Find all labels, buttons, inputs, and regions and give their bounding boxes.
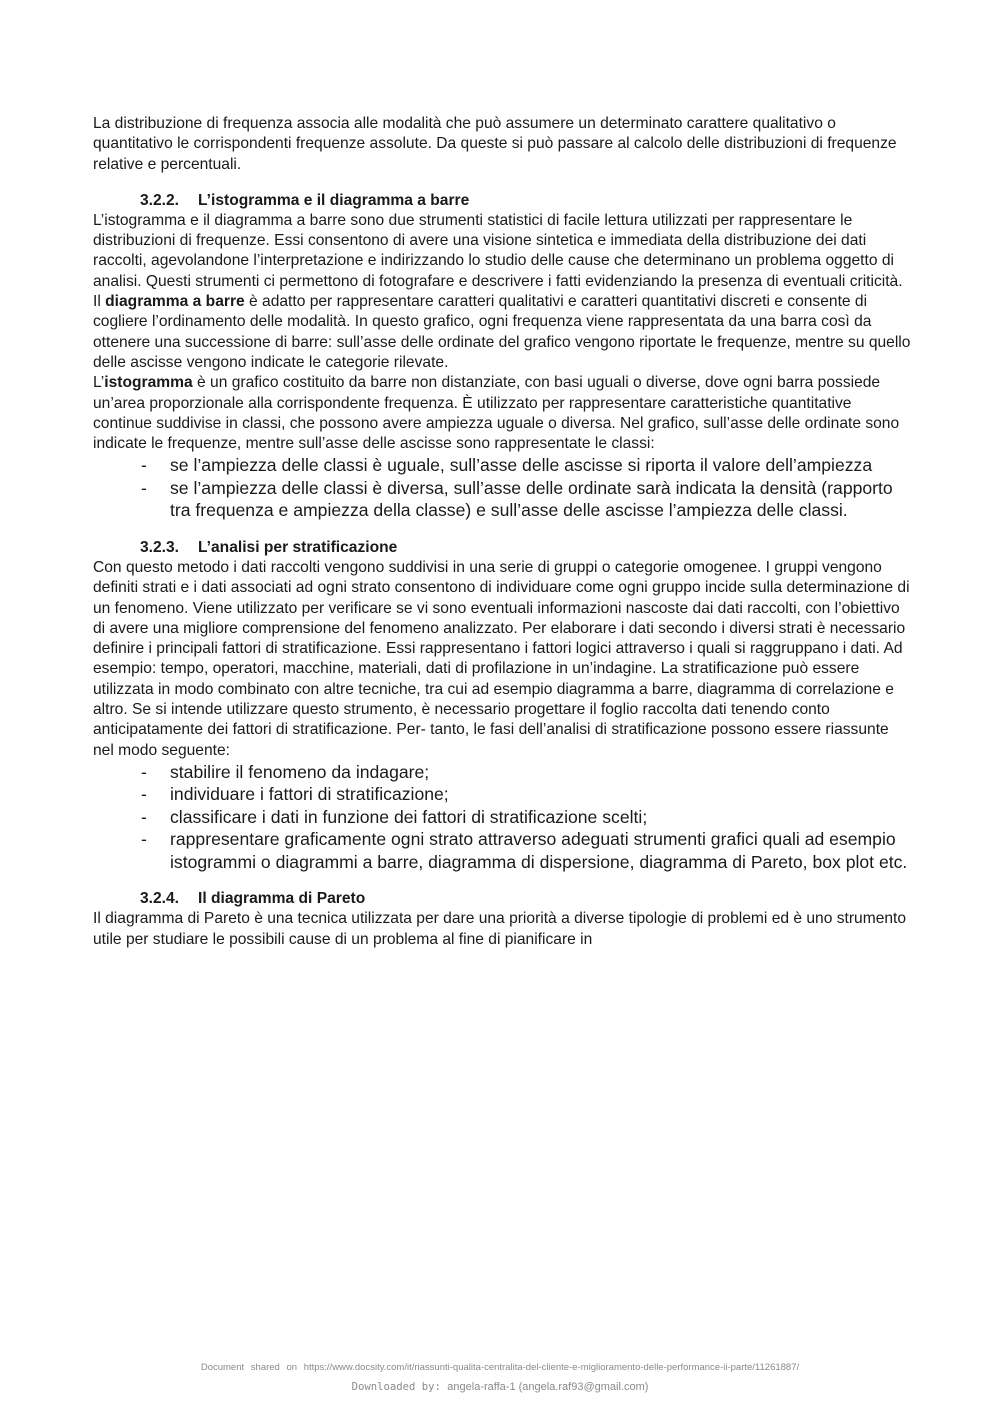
histogram-bullet-list — [93, 454, 913, 522]
list-item: - rappresentare graficamente ogni strato attraverso adeguati strumenti grafici quali ad esempio istogrammi o diagrammi a barre, diagramma di dispersione, diagramma di Pareto, box plot etc. — [141, 828, 913, 873]
section-heading-3-2-2 — [93, 191, 913, 211]
footer-source-link[interactable]: https://www.docsity.com/it/riassunti-qualita-centralita-del-cliente-e-miglioramento-delle-performance-ii-parte/11261887/ — [303, 1362, 800, 1373]
bold-term-diagramma-a-barre: diagramma a barre — [105, 293, 245, 311]
document-body — [93, 114, 913, 950]
footer-downloaded-line — [0, 1381, 1000, 1393]
footer-downloaded-user: angela-raffa-1 (angela.raf93@gmail.com) — [447, 1381, 649, 1393]
section-number: 3.2.3. — [140, 538, 180, 556]
bar-chart-paragraph — [93, 292, 913, 373]
pareto-paragraph: Il diagramma di Pareto è una tecnica utilizzata per dare una priorità a diverse tipologie di problemi ed è uno strumento utile per studiare le possibili cause di un problema al fine di pianificare in — [93, 910, 907, 948]
section-title: L’istogramma e il diagramma a barre — [198, 191, 470, 209]
paragraph-prefix: Il — [93, 293, 106, 311]
section-heading-3-2-4 — [93, 889, 913, 909]
intro-paragraph: La distribuzione di frequenza associa alle modalità che può assumere un determinato carattere qualitativo o quantitativo le corrispondenti frequenze assolute. Da queste si può passare al calcolo delle distribuzioni di frequenze relative e percentuali. — [93, 115, 897, 173]
section-heading-3-2-3 — [93, 538, 913, 558]
paragraph-rest: è adatto per rappresentare caratteri qualitativi e caratteri quantitativi discreti e consente di cogliere l’ordinamento delle modalità. In questo grafico, ogni frequenza viene rappresentata da una barra così da ottenere una successione di barre: sull’asse delle ordinate del grafico vengono riportate le frequenze, mentre su quello delle ascisse vengono indicate le categorie rilevate. — [93, 293, 911, 371]
bold-term-istogramma: istogramma — [104, 374, 193, 392]
list-item: - stabilire il fenomeno da indagare; — [141, 761, 913, 784]
list-item: - se l’ampiezza delle classi è diversa, sull’asse delle ordinate sarà indicata la densità (rapporto tra frequenza e ampiezza della classe) e sull’asse delle ascisse l’ampiezza delle classi. — [141, 477, 913, 522]
section-number: 3.2.2. — [140, 191, 180, 209]
paragraph-rest: è un grafico costituito da barre non distanziate, con basi uguali o diverse, dove ogni barra possiede un’area proporzionale alla corrispondente frequenza. È utilizzato per rappresentare caratteristiche quantitative continue suddivise in classi, che possono avere ampiezza uguale o diversa. Nel grafico, sull’asse delle ordinate sono indicate le frequenze, mentre sull’asse delle ascisse sono rappresentate le classi: — [93, 374, 900, 453]
stratification-bullet-list — [93, 761, 913, 874]
section-title: Il diagramma di Pareto — [198, 890, 366, 908]
footer-shared-label: Document shared on — [200, 1362, 298, 1373]
stratification-paragraph: Con questo metodo i dati raccolti vengono suddivisi in una serie di gruppi o categorie omogenee. I gruppi vengono definiti strati e i dati associati ad ogni strato consentono di individuare come ogni gruppo incide sulla determinazione di un fenomeno. Viene utilizzato per verificare se vi sono eventuali informazioni nascoste dai dati raccolti, con l’obiettivo di avere una migliore comprensione del fenomeno analizzato. Per elaborare i dati secondo i diversi strati è necessario definire i principali fattori di stratificazione. Essi rappresentano i fattori logici attraverso i quali si raggruppano i dati. Ad esempio: tempo, operatori, macchine, materiali, dati di profilazione in un’indagine. La stratificazione può essere utilizzata in modo combinato con altre tecniche, tra cui ad esempio diagramma a barre, diagramma di correlazione e altro. Se si intende utilizzare questo strumento, è necessario progettare il foglio raccolta dati tenendo conto anticipatamente dei fattori di stratificazione. Per- tanto, le fasi dell’analisi di stratificazione possono essere riassunte nel modo seguente: — [93, 558, 910, 759]
footer-shared-line — [0, 1362, 1000, 1373]
footer-downloaded-label: Downloaded by: — [351, 1381, 441, 1393]
section-title: L’analisi per stratificazione — [198, 538, 398, 556]
histogram-intro-paragraph: L’istogramma e il diagramma a barre sono due strumenti statistici di facile lettura utilizzati per rappresentare le distribuzioni di frequenze. Essi consentono di avere una visione sintetica e immediata della distribuzione dei dati raccolti, agevolandone l’interpretazione e indirizzando lo studio delle cause che determinano un problema oggetto di analisi. Questi strumenti ci permettono di fotografare e descrivere i fatti evidenziando la presenza di eventuali criticità. — [93, 211, 903, 290]
list-item: - se l’ampiezza delle classi è uguale, sull’asse delle ascisse si riporta il valore dell’ampiezza — [141, 454, 913, 477]
section-number: 3.2.4. — [140, 890, 180, 908]
histogram-paragraph — [93, 373, 913, 454]
list-item: - classificare i dati in funzione dei fattori di stratificazione scelti; — [141, 806, 913, 829]
paragraph-prefix: L’ — [93, 374, 105, 392]
list-item: - individuare i fattori di stratificazione; — [141, 783, 913, 806]
